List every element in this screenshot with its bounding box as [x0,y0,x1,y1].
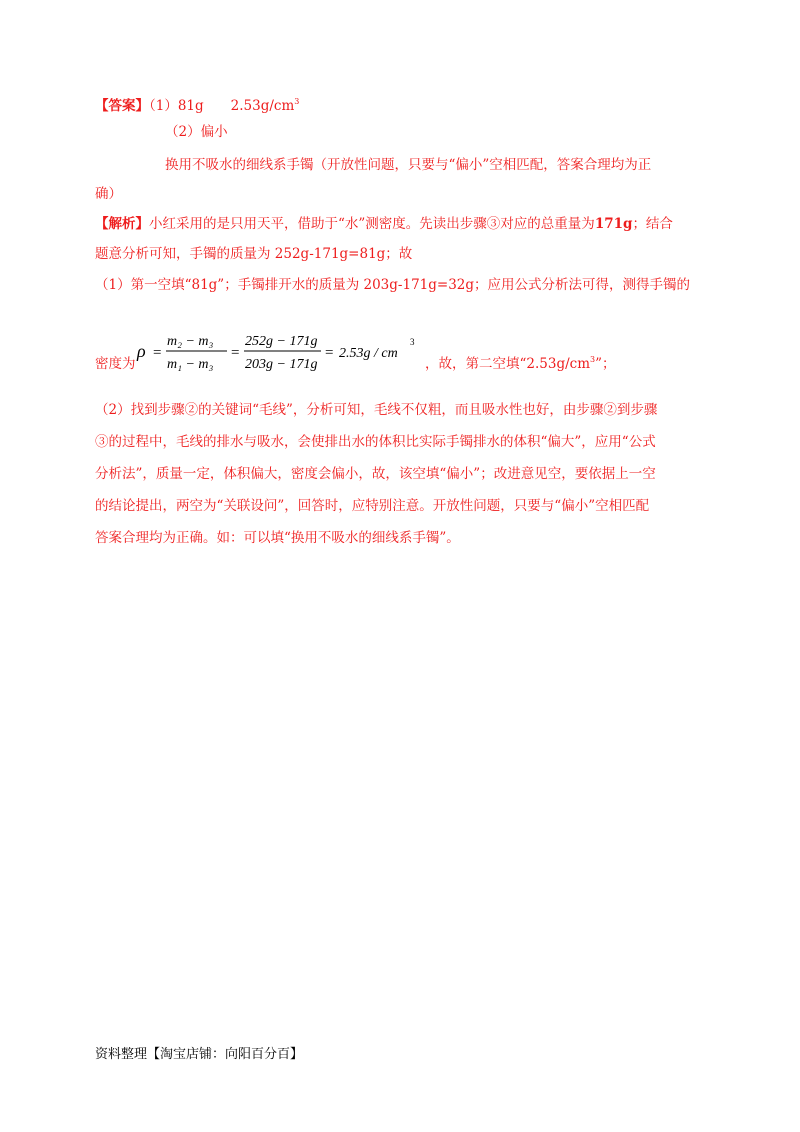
analysis-line-2: 题意分析可知，手镯的质量为 252g-171g=81g；故 [95,246,413,262]
answer-part2-detail-2: 确） [95,186,122,202]
analysis-line1-bold: 171g [594,216,633,232]
answer-line-1 [95,92,299,116]
analysis-p2-line-3: 分析法”，质量一定，体积偏大，密度会偏小，故，该空填“偏小”；改进意见空，要依据上一空 [95,466,656,482]
analysis-label: 【解析】 [95,216,149,232]
analysis-p2-line-5: 答案合理均为正确。如：可以填“换用不吸水的细线系手镯”。 [95,530,460,546]
analysis-line-3: （1）第一空填“81g”；手镯排开水的质量为 203g-171g=32g；应用公式分析法可得，测得手镯的 [95,277,691,293]
formula-rho: ρ [137,341,146,361]
formula-den1: m₁ − m₃ [167,357,214,372]
answer-part1: （1）81g 2.53g/cm [149,98,295,114]
answer-part2: （2）偏小 [165,124,228,140]
formula-suffix-end: ”； [595,356,616,372]
formula-suffix [425,352,616,372]
formula-num1: m₂ − m₃ [167,334,214,349]
formula-eq-3: = [325,345,334,361]
formula-suffix-text: ，故，第二空填“2.53g/cm [425,356,591,372]
formula-num2: 252g − 171g [245,334,318,349]
analysis-line1-tail: ；结合 [632,216,673,232]
analysis-p2-line-4: 的结论提出，两空为“关联设问”，回答时，应特别注意。开放性问题，只要与“偏小”空相匹配 [95,498,650,514]
analysis-p2-line-2: ③的过程中，毛线的排水与吸水，会使排出水的体积比实际手镯排水的体积“偏大”，应用“公式 [95,434,656,450]
formula-graphic [135,323,420,381]
analysis-line1-text: 小红采用的是只用天平，借助于“水”测密度。先读出步骤③对应的总重量为 [149,216,595,232]
formula-result: 2.53g / cm [339,346,398,361]
formula-den2: 203g − 171g [245,357,318,372]
formula-prefix: 密度为 [95,356,136,372]
density-formula [95,323,715,381]
formula-result-sup: 3 [410,337,415,347]
answer-part2-detail-1: 换用不吸水的细线系手镯（开放性问题，只要与“偏小”空相匹配，答案合理均为正 [165,157,652,173]
answer-label: 【答案】 [95,98,149,114]
page-footer: 资料整理【淘宝店铺：向阳百分百】 [95,1047,304,1062]
analysis-p2-line-1: （2）找到步骤②的关键词“毛线”，分析可知，毛线不仅粗，而且吸水性也好，由步骤②到步骤 [95,402,658,418]
formula-suffix-sup: 3 [590,355,596,364]
formula-eq-2: = [231,345,240,361]
analysis-line-1 [95,214,673,234]
answer-part1-sup: 3 [294,97,300,106]
formula-eq-1: = [153,345,162,361]
